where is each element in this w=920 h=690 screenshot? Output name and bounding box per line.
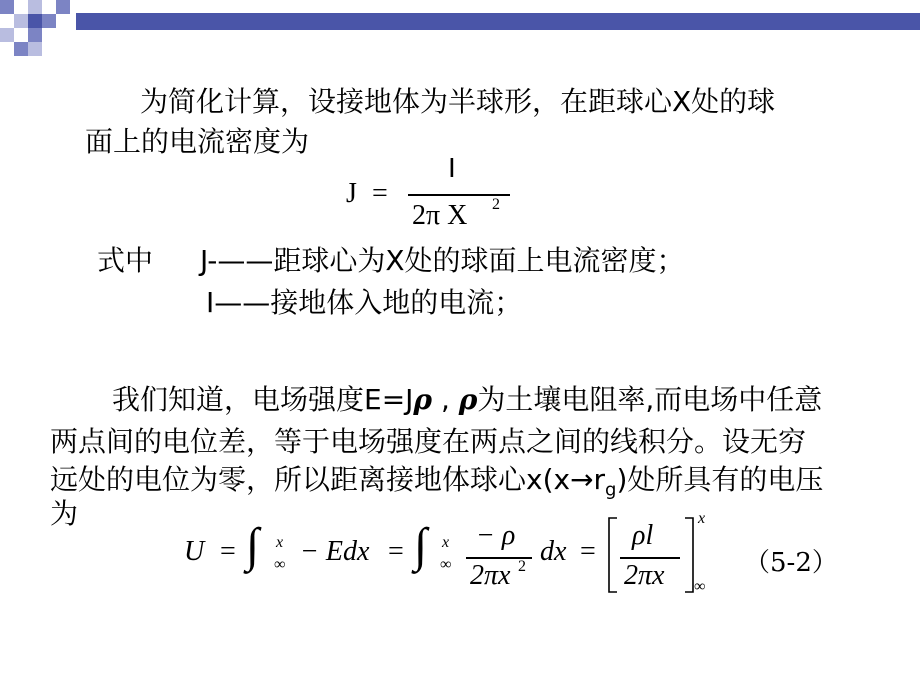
deco-square bbox=[28, 42, 42, 56]
deco-square bbox=[28, 14, 42, 28]
deco-square bbox=[14, 42, 28, 56]
deco-square bbox=[56, 0, 70, 14]
deco-square bbox=[14, 0, 28, 14]
formula2-denominator-2-exponent: 2 bbox=[518, 558, 526, 575]
deco-square bbox=[42, 0, 56, 14]
formula2-bracket-lower: ∞ bbox=[694, 578, 706, 595]
formula2-integral-1: ∫ bbox=[246, 519, 260, 572]
formula1-exponent: 2 bbox=[492, 196, 500, 213]
formula2-bracket-upper: x bbox=[698, 510, 706, 527]
formula2-fraction-bar-3 bbox=[620, 557, 680, 559]
deco-square bbox=[56, 14, 70, 28]
paragraph-2-line-3 bbox=[50, 462, 823, 509]
header-decoration bbox=[0, 0, 920, 60]
paragraph-2-line-1 bbox=[112, 382, 822, 418]
definition-J: J-——距球心为X处的球面上电流密度； bbox=[200, 244, 685, 277]
deco-square bbox=[28, 28, 42, 42]
paragraph-2-line-1-c: 为土壤电阻率,而电场中任意 bbox=[477, 383, 823, 416]
formula2-bracket-left bbox=[605, 516, 619, 594]
formula2-int2-upper: x bbox=[442, 534, 450, 551]
formula2-denominator-2: 2πx bbox=[470, 560, 511, 591]
definition-I: I——接地体入地的电流； bbox=[206, 286, 523, 319]
subscript-g: g bbox=[605, 479, 617, 501]
formula2-int2-lower: ∞ bbox=[440, 556, 452, 573]
formula2-integral-2: ∫ bbox=[414, 519, 428, 572]
formula2-U: U bbox=[184, 536, 205, 567]
formula2-equals-1: = bbox=[220, 536, 236, 567]
formula2-int1-lower: ∞ bbox=[274, 556, 286, 573]
deco-square bbox=[28, 0, 42, 14]
deco-square bbox=[42, 14, 56, 28]
rho-symbol: ρ bbox=[413, 383, 433, 416]
paragraph-2-line-3-b: )处所具有的电压 bbox=[616, 463, 824, 496]
deco-square bbox=[0, 14, 14, 28]
formula1-denominator: 2π X bbox=[412, 200, 468, 231]
header-bar bbox=[76, 13, 920, 30]
deco-square bbox=[0, 28, 14, 42]
paragraph-2-line-3-a: 远处的电位为零，所以距离接地体球心x(x→r bbox=[50, 463, 606, 496]
formula2-equals-2: = bbox=[388, 536, 404, 567]
formula2-dx: dx bbox=[540, 536, 567, 567]
paragraph-2-line-1-a: 我们知道，电场强度E=J bbox=[112, 383, 414, 416]
where-label: 式中 bbox=[97, 244, 154, 277]
rho-symbol-2: ρ bbox=[458, 383, 478, 416]
formula2-denominator-3: 2πx bbox=[624, 560, 665, 591]
formula1-equals: = bbox=[372, 178, 388, 209]
paragraph-2-line-4: 为 bbox=[50, 497, 79, 530]
paragraph-2-line-2: 两点间的电位差，等于电场强度在两点之间的线积分。设无穷 bbox=[50, 425, 807, 458]
paragraph-2-line-1-b: , bbox=[432, 383, 459, 416]
formula2-int1-upper: x bbox=[276, 534, 284, 551]
paragraph-1-line-2: 面上的电流密度为 bbox=[85, 125, 310, 158]
formula2-integrand-1: − Edx bbox=[300, 536, 370, 567]
deco-square bbox=[14, 14, 28, 28]
deco-square bbox=[14, 28, 28, 42]
formula2-equals-3: = bbox=[580, 536, 596, 567]
formula1-lhs: J bbox=[346, 178, 357, 209]
formula2-numerator-3: ρl bbox=[632, 520, 654, 551]
formula1-numerator: I bbox=[448, 152, 456, 183]
deco-square bbox=[0, 0, 14, 14]
formula2-equation-number: （5-2） bbox=[744, 548, 838, 578]
formula2-numerator-2: − ρ bbox=[476, 520, 516, 551]
paragraph-1-line-1: 为简化计算，设接地体为半球形，在距球心X处的球 bbox=[140, 85, 776, 118]
